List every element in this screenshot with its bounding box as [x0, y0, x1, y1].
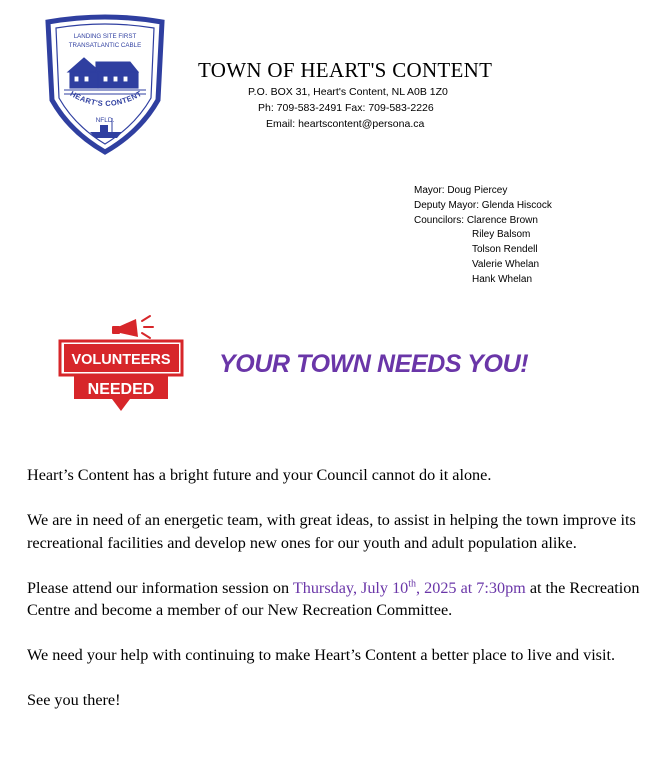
deputy-mayor-line: Deputy Mayor: Glenda Hiscock: [414, 199, 552, 211]
paragraph-closing: See you there!: [27, 691, 121, 709]
town-address: P.O. BOX 31, Heart's Content, NL A0B 1Z0: [248, 86, 448, 98]
town-email: Email: heartscontent@persona.ca: [266, 118, 425, 130]
invite-text: Please attend our information session on: [27, 578, 293, 597]
councilor-name: Riley Balsom: [472, 229, 531, 241]
councilor-name: Hank Whelan: [472, 273, 533, 285]
badge-line1: VOLUNTEERS: [71, 352, 171, 368]
logo-top-line1: LANDING SITE FIRST: [73, 33, 137, 40]
councilor-name: Clarence Brown: [466, 214, 538, 226]
logo-top-line2: TRANSATLANTIC CABLE: [68, 42, 142, 49]
paragraph-help: We need your help with continuing to make Heart’s Content a better place to live and visit.: [27, 646, 616, 664]
paragraph-invite: [27, 577, 657, 622]
mayor-line: Mayor: Doug Piercey: [414, 185, 508, 196]
councilor-name: Tolson Rendell: [472, 244, 538, 256]
letter-body: [27, 464, 657, 734]
logo-bottom-text: NFLD.: [95, 117, 115, 124]
town-phone-fax: Ph: 709-583-2491 Fax: 709-583-2226: [258, 102, 434, 114]
council-list: [414, 184, 552, 288]
session-date-suffix: th: [408, 578, 417, 590]
invite-text-end: at the Recreation Centre and become a member of our New Recreation Committee.: [27, 578, 640, 619]
session-date-day: Thursday, July 10: [292, 578, 409, 597]
town-crest-logo: [40, 14, 170, 156]
volunteers-needed-badge: [58, 313, 188, 418]
councilor-line: [414, 214, 552, 229]
town-name-heading: TOWN OF HEART'S CONTENT: [198, 58, 493, 82]
session-date-time: , 2025 at 7:30pm: [416, 578, 526, 597]
megaphone-icon: [112, 316, 153, 338]
paragraph-intro: Heart’s Content has a bright future and your Council cannot do it alone.: [27, 466, 492, 484]
paragraph-need: We are in need of an energetic team, with great ideas, to assist in helping the town improve its recreational facilities and develop new ones for our youth and adult population alike.: [27, 511, 636, 552]
councilors-label: Councilors:: [414, 214, 465, 226]
councilor-name: Valerie Whelan: [472, 258, 540, 270]
logo-arc-text: HEART'S CONTENT: [68, 88, 144, 109]
badge-line2: NEEDED: [87, 381, 155, 398]
headline: YOUR TOWN NEEDS YOU!: [219, 350, 529, 378]
session-date: [293, 579, 526, 597]
